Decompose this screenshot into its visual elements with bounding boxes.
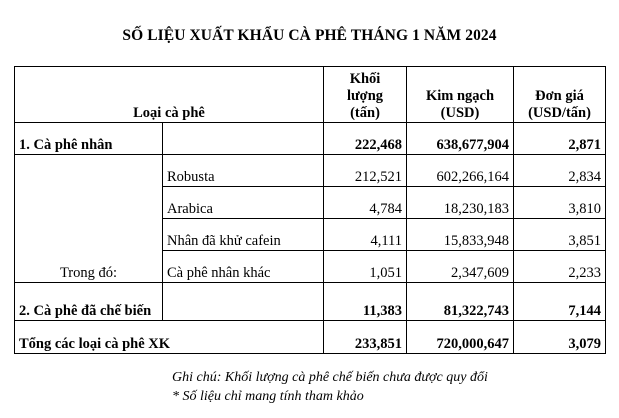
coffee-export-table [14, 66, 606, 354]
cell-value: 2,347,609 [407, 251, 514, 283]
header-price-line2: (USD/tấn) [528, 105, 591, 121]
cell-name: Nhân đã khử cafein [163, 219, 324, 251]
cell-volume: 212,521 [324, 155, 407, 187]
header-volume-line3: (tấn) [350, 105, 380, 121]
note-line-1: Ghi chú: Khối lượng cà phê chế biến chưa được quy đổi [172, 370, 488, 385]
cell-price: 2,834 [514, 155, 606, 187]
cell-name: Arabica [163, 187, 324, 219]
page-title: SỐ LIỆU XUẤT KHẨU CÀ PHÊ THÁNG 1 NĂM 2024 [122, 27, 497, 44]
table-row-green-coffee [15, 123, 606, 155]
cell-price: 3,810 [514, 187, 606, 219]
cell-price: 3,079 [514, 321, 606, 354]
empty-cell [163, 123, 324, 155]
cell-volume: 11,383 [324, 283, 407, 321]
cell-volume: 4,784 [324, 187, 407, 219]
table-row [15, 155, 606, 187]
cell-value: 15,833,948 [407, 219, 514, 251]
header-volume-line1: Khối [349, 71, 381, 87]
cell-value: 81,322,743 [407, 283, 514, 321]
cell-value: 720,000,647 [407, 321, 514, 354]
cell-volume: 4,111 [324, 219, 407, 251]
cell-volume: 233,851 [324, 321, 407, 354]
row-label: 1. Cà phê nhân [15, 123, 163, 155]
breakdown-label: Trong đó: [15, 155, 163, 283]
cell-value: 18,230,183 [407, 187, 514, 219]
cell-volume: 1,051 [324, 251, 407, 283]
cell-value: 638,677,904 [407, 123, 514, 155]
notes [172, 368, 488, 406]
cell-name: Cà phê nhân khác [163, 251, 324, 283]
table-row-total [15, 321, 606, 354]
cell-name: Robusta [163, 155, 324, 187]
empty-cell [163, 283, 324, 321]
header-value-line2: (USD) [440, 105, 480, 121]
header-value [407, 67, 514, 123]
cell-volume: 222,468 [324, 123, 407, 155]
cell-price: 7,144 [514, 283, 606, 321]
cell-value: 602,266,164 [407, 155, 514, 187]
header-volume-line2: lượng [346, 88, 384, 104]
header-row [15, 67, 606, 123]
row-label: Tổng các loại cà phê XK [15, 321, 324, 354]
header-volume [324, 67, 407, 123]
cell-price: 3,851 [514, 219, 606, 251]
header-price-line1: Đơn giá [535, 88, 584, 104]
cell-price: 2,871 [514, 123, 606, 155]
note-line-2: * Số liệu chỉ mang tính tham khảo [172, 389, 364, 404]
header-coffee-type: Loại cà phê [15, 67, 324, 123]
table-row-processed-coffee [15, 283, 606, 321]
cell-price: 2,233 [514, 251, 606, 283]
row-label: 2. Cà phê đã chế biến [15, 283, 163, 321]
header-price [514, 67, 606, 123]
header-value-line1: Kim ngạch [425, 88, 495, 104]
